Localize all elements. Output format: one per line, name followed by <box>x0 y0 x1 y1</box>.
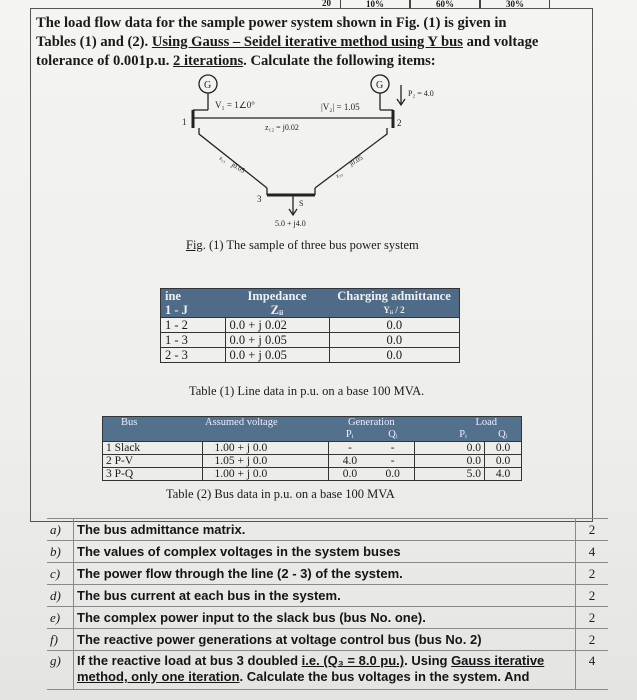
t2-gen-q-cell: 0.0 <box>371 468 414 481</box>
t2-header-load: Load <box>415 417 522 430</box>
problem-line-2 <box>36 33 588 52</box>
t2-voltage-cell: 1.00 + j 0.0 <box>202 442 328 455</box>
score-cell: 10% <box>340 0 410 9</box>
t1-imp-cell: 0.0 + j 0.02 <box>225 318 329 333</box>
question-marks: 2 <box>576 585 609 607</box>
t1-header-admittance: Charging admittance <box>329 289 460 304</box>
question-row <box>47 541 608 563</box>
t2-header-generation: Generation <box>328 417 415 430</box>
question-text: The complex power input to the slack bus (bus No. one). <box>74 607 576 629</box>
table-row <box>103 455 522 468</box>
text-span: . Calculate the bus voltages in the system. And <box>239 669 530 684</box>
t2-sub-gen-q: Qᵢ <box>371 429 414 442</box>
question-letter: c) <box>47 563 74 585</box>
z23-pre-label: z₂₃ <box>335 171 344 180</box>
t1-sub-impedance: Zᵢᵢ <box>225 303 329 318</box>
text-span: If the reactive load at bus 3 doubled <box>77 653 302 668</box>
question-text: The power flow through the line (2 - 3) of the system. <box>74 563 576 585</box>
question-letter: g) <box>47 651 74 690</box>
t1-sub-line: 1 - J <box>161 303 226 318</box>
z12-label: z₁₂ = j0.02 <box>265 123 299 132</box>
t2-gen-p-cell: - <box>328 442 371 455</box>
question-row <box>47 519 608 541</box>
table-row <box>103 468 522 481</box>
t2-sub-gen-p: Pᵢ <box>328 429 371 442</box>
table2-caption: Table (2) Bus data in p.u. on a base 100 MVA <box>166 487 395 501</box>
question-letter: f) <box>47 629 74 651</box>
t1-line-cell: 1 - 2 <box>161 318 226 333</box>
t1-line-cell: 2 - 3 <box>161 348 226 363</box>
question-row <box>47 563 608 585</box>
load3-label: 5.0 + j4.0 <box>275 219 306 228</box>
fig-caption-text: . (1) The sample of three bus power system <box>202 238 419 252</box>
gen1-label: G <box>204 80 212 91</box>
z23-label: j0.05 <box>348 153 365 168</box>
question-marks: 2 <box>576 563 609 585</box>
t1-imp-cell: 0.0 + j 0.05 <box>225 333 329 348</box>
text-span: and voltage <box>462 34 539 50</box>
t2-sub-empty <box>103 429 203 442</box>
text-span: . Calculate the following items: <box>243 53 436 69</box>
table1-caption: Table (1) Line data in p.u. on a base 100 MVA. <box>189 384 425 398</box>
three-bus-diagram <box>175 70 475 230</box>
question-marks: 2 <box>576 629 609 651</box>
t2-load-p-cell: 0.0 <box>415 442 485 455</box>
question-letter: d) <box>47 585 74 607</box>
t2-load-q-cell: 0.0 <box>485 442 522 455</box>
t1-header-line: ine <box>161 289 226 304</box>
question-row <box>47 651 608 690</box>
t2-gen-q-cell: - <box>371 455 414 468</box>
t2-gen-q-cell: - <box>371 442 414 455</box>
t1-header-impedance: Impedance <box>225 289 329 304</box>
t2-load-q-cell: 0.0 <box>485 455 522 468</box>
text-span: Tables (1) and (2). <box>36 34 152 50</box>
t1-imp-cell: 0.0 + j 0.05 <box>225 348 329 363</box>
question-letter: b) <box>47 541 74 563</box>
question-text: The bus admittance matrix. <box>74 519 576 541</box>
question-marks: 2 <box>576 519 609 541</box>
iterations-underlined: 2 iterations <box>173 53 244 69</box>
score-cell: 60% <box>410 0 480 9</box>
score-left-label: 20 <box>322 0 331 8</box>
t2-bus-cell: 1 Slack <box>103 442 203 455</box>
p2-label: P₂ = 4.0 <box>408 89 434 98</box>
t2-gen-p-cell: 4.0 <box>328 455 371 468</box>
question-row <box>47 585 608 607</box>
questions-table <box>47 518 608 690</box>
t1-line-cell: 1 - 3 <box>161 333 226 348</box>
problem-statement <box>36 14 588 71</box>
score-cell: 30% <box>480 0 550 9</box>
question-text <box>74 651 576 690</box>
text-underlined: i.e. (Q₃ = 8.0 pu.) <box>301 653 405 668</box>
text-span: . Using <box>404 653 452 668</box>
z13-pre-label: z₁₃ <box>218 155 227 165</box>
table-row <box>161 348 460 363</box>
line-data-table <box>160 288 460 363</box>
question-letter: a) <box>47 519 74 541</box>
question-row <box>47 607 608 629</box>
question-row <box>47 629 608 651</box>
v2-label: |V₂| = 1.05 <box>321 102 360 112</box>
table-row <box>103 442 522 455</box>
question-text: The values of complex voltages in the system buses <box>74 541 576 563</box>
method-underlined: Using Gauss – Seidel iterative method using Y bus <box>151 34 463 50</box>
question-marks: 2 <box>576 607 609 629</box>
question-letter: e) <box>47 607 74 629</box>
t1-adm-cell: 0.0 <box>329 348 460 363</box>
t1-adm-cell: 0.0 <box>329 333 460 348</box>
t2-header-bus: Bus <box>103 417 203 430</box>
bus2-label: 2 <box>397 118 402 128</box>
t2-header-voltage: Assumed voltage <box>202 417 328 430</box>
bus1-label: 1 <box>182 117 187 127</box>
question-text: The reactive power generations at voltage control bus (bus No. 2) <box>74 629 576 651</box>
question-text: The bus current at each bus in the system. <box>74 585 576 607</box>
question-marks: 4 <box>576 651 609 690</box>
t2-voltage-cell: 1.00 + j 0.0 <box>202 468 328 481</box>
t2-sub-empty <box>202 429 328 442</box>
t2-gen-p-cell: 0.0 <box>328 468 371 481</box>
problem-line-1: The load flow data for the sample power system shown in Fig. (1) is given in <box>36 15 507 31</box>
t2-load-p-cell: 0.0 <box>415 455 485 468</box>
text-underlined: Gauss iterative method, only one iteration <box>77 653 545 684</box>
bus3-label: 3 <box>257 194 262 204</box>
t1-sub-admittance: Yᵢᵢ / 2 <box>329 303 460 318</box>
t2-load-p-cell: 5.0 <box>415 468 485 481</box>
t2-sub-load-p: Pᵢ <box>415 429 485 442</box>
text-span: tolerance of 0.001p.u. <box>36 53 174 69</box>
t2-bus-cell: 3 P-Q <box>103 468 203 481</box>
problem-line-3 <box>36 52 588 71</box>
gen2-label: G <box>376 80 384 91</box>
t1-adm-cell: 0.0 <box>329 318 460 333</box>
s3-label: S <box>299 199 304 208</box>
v1-label: V₁ = 1∠0° <box>215 100 255 110</box>
t2-voltage-cell: 1.05 + j 0.0 <box>202 455 328 468</box>
figure-caption <box>186 238 419 253</box>
question-marks: 4 <box>576 541 609 563</box>
z13-label: j0.05 <box>230 160 247 175</box>
table-row <box>161 318 460 333</box>
t2-load-q-cell: 4.0 <box>485 468 522 481</box>
t2-sub-load-q: Qᵢ <box>485 429 522 442</box>
bus-data-table <box>102 416 522 481</box>
table-row <box>161 333 460 348</box>
t2-bus-cell: 2 P-V <box>103 455 203 468</box>
fig-word: Fig <box>186 238 203 252</box>
